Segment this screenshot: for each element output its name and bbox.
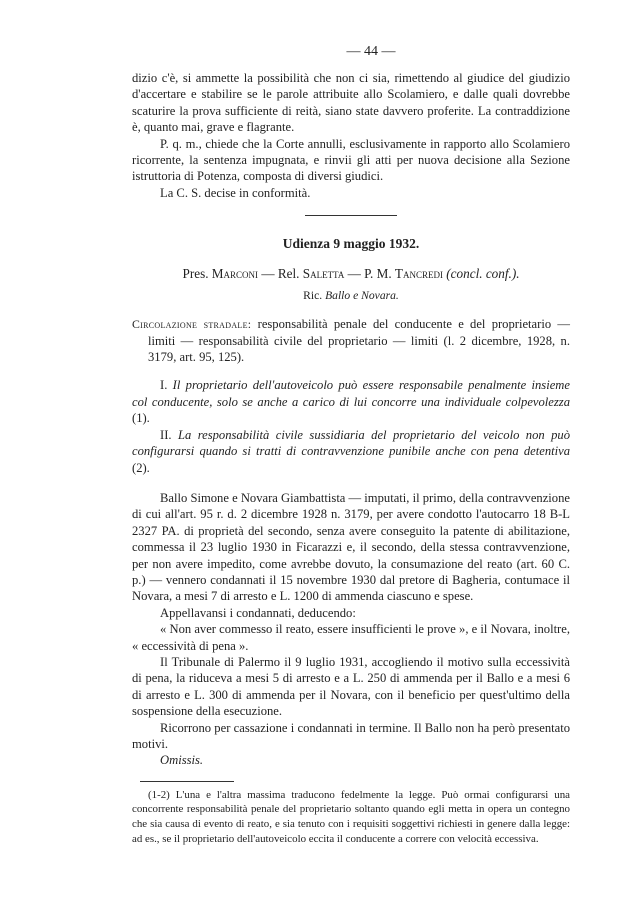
- pres-name: Marconi: [211, 266, 259, 282]
- pm-name: Tancredi: [394, 266, 443, 282]
- section-divider: [305, 215, 397, 216]
- massima-summary: [132, 316, 570, 365]
- separator: —: [347, 266, 361, 282]
- paragraph-continuation: dizio c'è, si ammette la possibilità che non ci sia, rimettendo al giudice del giudizio d'accertare e stabilire se le parole attribuite allo Scolamiero, e dalle quali dovrebbe scaturire la prova sufficiente di reità, siano state davvero proferite. La contraddizione è, quanto mai, grave e flagrante.: [132, 71, 570, 135]
- pm-note: (concl. conf.).: [446, 266, 520, 282]
- paragraph-pqm: P. q. m., chiede che la Corte annulli, esclusivamente in rapporto allo Scolamiero ricorrente, la sentenza impugnata, e rinvii gli atti per nuova decisione alla Sezione istruttoria di Potenza, composta di diversi giudici.: [132, 136, 570, 184]
- principle-ref: (1).: [132, 411, 150, 426]
- principle-number: II.: [160, 427, 172, 442]
- ric-label: Ric.: [303, 289, 323, 303]
- pm-label: P. M.: [364, 266, 392, 282]
- paragraph-cassation: Ricorrono per cassazione i condannati in termine. Il Ballo non ha però presentato motivi.: [132, 720, 570, 751]
- massima-text: responsabilità penale del conducente e del proprietario — limiti — responsabilità civile del proprietario — limiti (l. 2 dicembre, 1928, n. 3179, art. 95, 125).: [148, 317, 570, 365]
- appellants-line: [132, 289, 570, 302]
- hearing-title: Udienza 9 maggio 1932.: [282, 236, 420, 252]
- bench-line: [132, 266, 570, 282]
- separator: —: [261, 266, 275, 282]
- massima-label: Circolazione stradale:: [132, 317, 252, 332]
- rel-label: Rel.: [277, 266, 300, 282]
- paragraph-facts: Ballo Simone e Novara Giambattista — imputati, il primo, della contravvenzione di cui all'art. 95 r. d. 2 dicembre 1928 n. 3179, per avere condotto l'autocarro 18 B-L 2327 PA. di proprietà del secondo, senza avere conseguito la patente di abilitazione, commessa il 23 luglio 1930 in Ficarazzi e, il secondo, della stessa contravvenzione, per non avere impedito, come avrebbe dovuto, la consumazione del reato (art. 60 C. p.) — vennero condannati il 15 novembre 1930 dal pretore di Bagheria, contumace il Novara, a mesi 7 di arresto e L. 1200 di ammenda ciascuno e spese.: [132, 490, 570, 604]
- paragraph-tribunal: Il Tribunale di Palermo il 9 luglio 1931, accogliendo il motivo sulla eccessività di pena, la riduceva a mesi 5 di arresto e a L. 250 di ammenda per il Ballo e a mesi 6 di arresto e L. 300 di ammenda per il Novara, con il beneficio per quest'ultimo della sospensione della esecuzione.: [132, 654, 570, 719]
- paragraph-appeal: Appellavansi i condannati, deducendo:: [160, 605, 356, 620]
- rel-name: Saletta: [302, 266, 345, 282]
- page: [132, 44, 570, 846]
- omissis: Omissis.: [160, 753, 204, 768]
- principles-block: [132, 377, 570, 475]
- ric-names: Ballo e Novara.: [325, 289, 399, 303]
- paragraph-decision: La C. S. decise in conformità.: [160, 185, 311, 200]
- principle-number: I.: [160, 378, 168, 393]
- principle-1: [132, 377, 570, 426]
- footnote-divider: [140, 781, 234, 782]
- principle-text: Il proprietario dell'autoveicolo può essere responsabile penalmente insieme col conducente, solo se anche a carico di lui concorre una individuale colpevolezza: [132, 378, 570, 409]
- principle-2: [132, 427, 570, 476]
- paragraph-grounds: « Non aver commesso il reato, essere insufficienti le prove », e il Novara, inoltre, « eccessività di pena ».: [132, 622, 570, 653]
- page-number: — 44 —: [346, 44, 396, 59]
- footnote: (1-2) L'una e l'altra massima traducono fedelmente la legge. Può ormai configurarsi una concorrente responsabilità penale del proprietario soltanto quando egli metta in opera un contegno che sia causa di evento di reato, e sia tenuto con i requisiti soggettivi richiesti in genere dalla legge: ad es., se il proprietario dell'autoveicolo eccita il conducente a correre con velocità eccessiva.: [132, 788, 570, 845]
- principle-text: La responsabilità civile sussidiaria del proprietario del veicolo non può configurarsi quando si tratti di contravvenzione punibile anche con pena detentiva: [132, 427, 571, 459]
- pres-label: Pres.: [182, 266, 209, 282]
- principle-ref: (2).: [132, 460, 150, 475]
